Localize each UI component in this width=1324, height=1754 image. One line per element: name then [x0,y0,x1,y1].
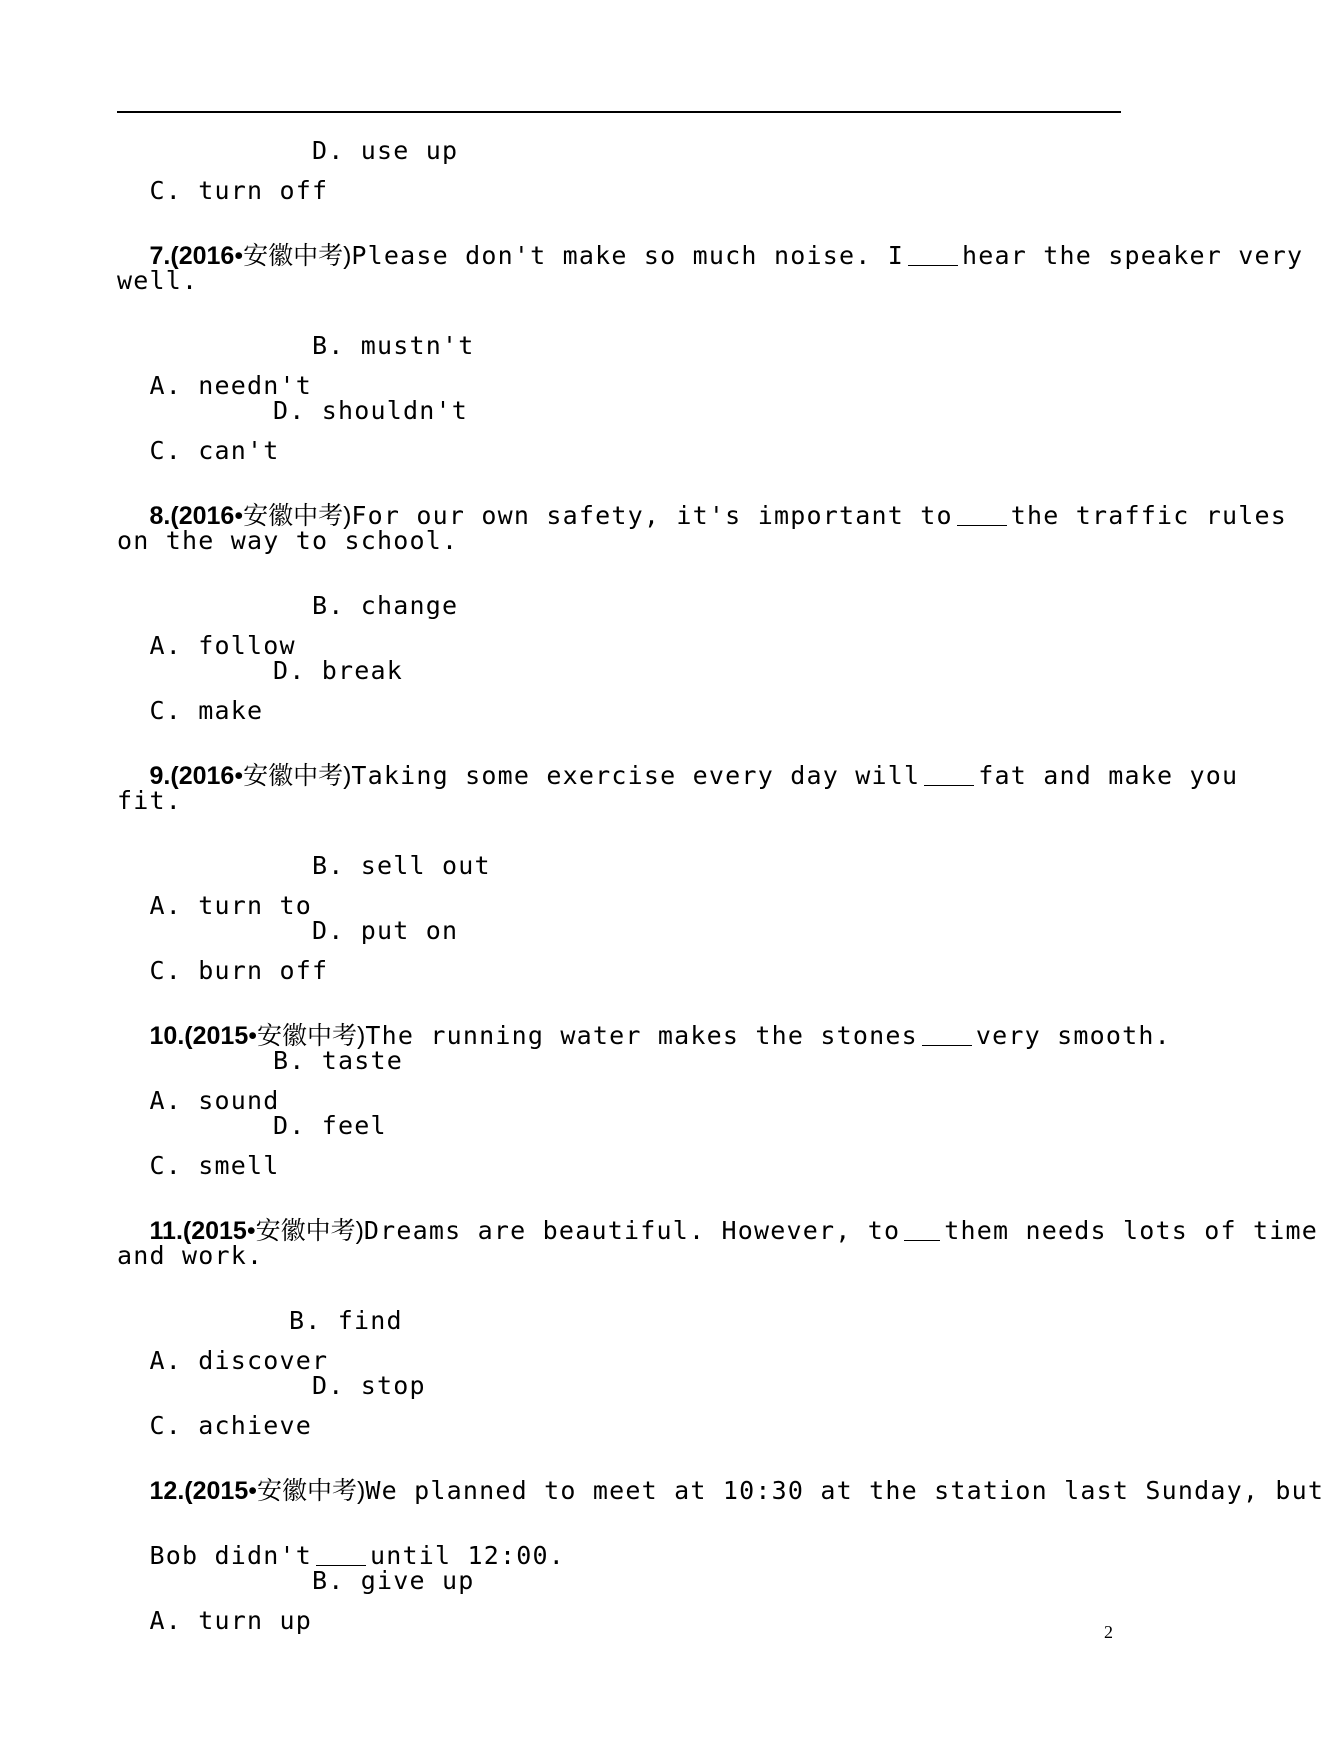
question-source: (2015•安徽中考) [184,1022,366,1050]
option-row [117,391,469,465]
question-number: 7. [149,242,171,270]
option-a: A. discover [149,1346,329,1375]
option-d: D. put on [312,916,459,945]
option-row [117,1041,404,1115]
option-row [117,1106,387,1180]
option-b: B. taste [273,1046,404,1075]
question-text-cont: them needs lots of time [944,1216,1318,1245]
question-number: 8. [149,502,171,530]
option-row [117,1366,426,1440]
option-b: B. find [289,1306,403,1335]
question-8-continuation: on the way to school. [117,526,459,555]
question-text-cont: until 12:00. [370,1541,566,1570]
option-row [117,651,404,725]
question-number: 9. [149,762,171,790]
option-row [117,586,459,660]
question-9-stem [117,716,1239,790]
question-number: 12. [149,1477,185,1505]
option-row [117,131,459,205]
question-text: Please don't make so much noise. I [351,241,904,270]
option-d: D. stop [312,1371,426,1400]
question-text: Taking some exercise every day will [351,761,921,790]
option-c: C. smell [149,1151,280,1180]
option-d: D. feel [273,1111,387,1140]
option-row [117,1301,403,1375]
question-source: (2016•安徽中考) [170,762,352,790]
option-b: B. sell out [312,851,491,880]
answer-blank [904,1214,940,1241]
option-row [117,846,491,920]
option-row [117,1561,475,1635]
question-7-continuation: well. [117,266,199,295]
option-c: C. turn off [149,176,329,205]
option-d: D. use up [312,136,459,165]
question-text-cont: hear the speaker very [961,241,1304,270]
header-rule [117,111,1121,113]
question-text-cont: the traffic rules [1010,501,1287,530]
question-text-cont: fat and make you [978,761,1239,790]
option-row [117,326,475,400]
option-a: A. turn up [149,1606,313,1635]
option-a: A. needn't [149,371,313,400]
option-b: B. give up [312,1566,475,1595]
question-11-stem [117,1171,1318,1245]
question-8-stem [117,456,1287,530]
page-number: 2 [1104,1622,1113,1642]
question-11-continuation: and work. [117,1241,264,1270]
option-d: D. break [273,656,404,685]
option-c: C. make [149,696,264,725]
question-text: For our own safety, it's important to [351,501,953,530]
question-12-continuation [117,1496,566,1570]
option-a: A. follow [149,631,296,660]
question-10-stem [117,976,1171,1050]
option-a: A. sound [149,1086,280,1115]
answer-blank [922,1019,972,1046]
question-text-cont: very smooth. [975,1021,1171,1050]
question-text: The running water makes the stones [365,1021,918,1050]
option-a: A. turn to [149,891,313,920]
question-7-stem [117,196,1304,270]
question-9-continuation: fit. [117,786,183,815]
answer-blank [957,499,1007,526]
option-b: B. mustn't [312,331,475,360]
question-text: Bob didn't [149,1541,313,1570]
question-number: 10. [149,1022,185,1050]
question-source: (2015•安徽中考) [184,1477,366,1505]
answer-blank [908,239,958,266]
option-c: C. burn off [149,956,329,985]
option-c: C. can't [149,436,280,465]
option-b: B. change [312,591,459,620]
answer-blank [924,759,974,786]
question-source: (2015•安徽中考) [182,1217,364,1245]
question-12-stem [117,1431,1324,1505]
option-row [117,911,459,985]
question-text: Dreams are beautiful. However, to [363,1216,901,1245]
option-c: C. achieve [149,1411,313,1440]
question-text: We planned to meet at 10:30 at the station last Sunday, but [365,1476,1324,1505]
question-source: (2016•安徽中考) [170,502,352,530]
question-number: 11. [149,1217,183,1245]
question-source: (2016•安徽中考) [170,242,352,270]
option-d: D. shouldn't [273,396,469,425]
